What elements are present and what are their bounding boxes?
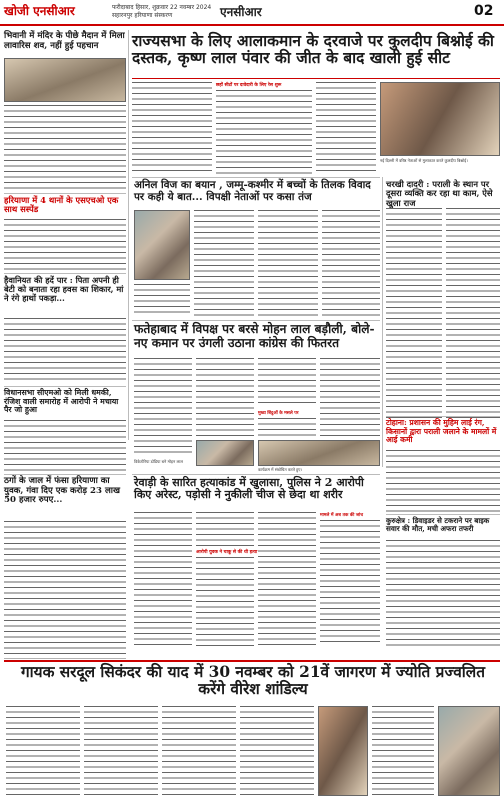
rewari-kicker: मामले में अब तक की जांच xyxy=(320,513,364,518)
article-body xyxy=(316,82,376,174)
divider xyxy=(132,177,380,178)
article-body xyxy=(132,82,212,174)
divider xyxy=(4,660,500,662)
article-body xyxy=(372,706,434,796)
left-headline-3: हैवानियत की हदें पार : पिता अपनी ही बेटी को बनाता रहा हवस का शिकार, मां ने रंगे हाथों पकड़ा... xyxy=(4,275,124,304)
divider xyxy=(4,193,126,194)
article-body xyxy=(4,318,126,384)
column-divider xyxy=(382,177,383,467)
fatehabad-headline: फतेहाबाद में विपक्ष पर बरसे मोहन लाल बड़ौली, बोले- नए कमान पर उंगली उठाना कांग्रेस की फितरत xyxy=(134,322,375,350)
article-body xyxy=(216,90,312,174)
section-title: एनसीआर xyxy=(220,5,262,19)
photo-caption: विकेटोरिया डोडिया बने मोहन लाल xyxy=(134,459,183,464)
news-photo-shoes xyxy=(4,58,126,102)
news-photo-meeting xyxy=(380,82,500,156)
article-body xyxy=(386,450,500,512)
photo-caption: नई दिल्ली में वरिष्ठ नेताओं से मुलाकात करते कुलदीप बिश्नोई। xyxy=(380,158,468,163)
article-body xyxy=(258,358,316,406)
article-body xyxy=(258,512,316,646)
article-body xyxy=(196,512,254,546)
gayak-headline: गायक सरदूल सिकंदर की याद में 30 नवम्बर को 21वें जागरण में ज्योति प्रज्वलित करेंगे वीरेश शांडिल्य xyxy=(21,663,485,699)
article-body xyxy=(4,420,126,472)
divider xyxy=(132,474,380,475)
lead-kicker: छहों सीटों पर दावेदारी के लिए रेस शुरू xyxy=(216,83,282,88)
article-body xyxy=(4,105,126,191)
article-body xyxy=(240,706,314,796)
divider xyxy=(4,474,126,475)
right-headline-2: टोहाना: प्रशासन की मुहिम लाई रंग, किसानों द्वारा पराली जलाने के मामलों में आई कमी xyxy=(386,418,497,444)
left-headline-4: विधानसभा सीएमओ को मिली धमकी, रंजिश वाली समारोह में आरोपी ने मचाया पैर जो हुआ xyxy=(4,388,119,415)
article-body xyxy=(4,219,126,271)
article-body xyxy=(134,358,192,456)
divider xyxy=(4,386,126,387)
article-body xyxy=(386,208,442,418)
divider xyxy=(132,320,380,321)
lead-headline: राज्यसभा के लिए आलाकमान के दरवाजे पर कुलदीप बिश्नोई की दस्तक, कृष्ण लाल पंवार की जीत के बाद खाली हुई सीट xyxy=(132,31,494,68)
article-body xyxy=(322,210,380,316)
article-body xyxy=(4,521,126,659)
right-headline-1: चरखी दादरी : पराली के स्थान पर दूसरा व्यक्ति कर रहा था काम, ऐसे खुला राज xyxy=(386,179,493,208)
photo-caption: कार्यक्रम में संबोधित करते हुए। xyxy=(258,467,303,472)
newspaper-brand: खोजी एनसीआर xyxy=(4,4,75,18)
issue-date: फरीदाबाद हिसार, शुक्रवार 22 नवम्बर 2024 xyxy=(112,4,212,11)
rewari-subhead: आरोपी युवक ने चाकू से की थी हत्या xyxy=(196,550,258,555)
article-body xyxy=(194,210,254,316)
article-body xyxy=(386,540,500,646)
article-body xyxy=(84,706,158,796)
issue-meta xyxy=(112,4,211,20)
article-body xyxy=(446,208,500,418)
divider xyxy=(386,514,500,515)
article-body xyxy=(162,706,236,796)
column-divider xyxy=(128,30,129,440)
right-headline-3: कुरुक्षेत्र : डिवाइडर से टकराने पर बाइक सवार की मौत, मची अफरा तफरी xyxy=(386,516,490,534)
article-body xyxy=(134,284,190,316)
article-body xyxy=(320,520,380,646)
divider xyxy=(386,416,500,417)
news-photo-stage xyxy=(196,440,254,466)
news-photo-portrait xyxy=(134,210,190,280)
article-body xyxy=(258,210,318,316)
fatehabad-kicker: मुख्य बिंदुओं के मसले पर xyxy=(258,411,299,416)
article-body xyxy=(6,706,80,796)
divider xyxy=(4,273,126,274)
divider xyxy=(132,78,500,79)
news-photo-portrait-2 xyxy=(438,706,500,796)
news-photo-singer xyxy=(318,706,368,796)
left-headline-5: ठगों के जाल में फंसा हरियाणा का युवक, गंवा दिए एक करोड़ 23 लाख 50 हजार रुपए... xyxy=(4,476,121,506)
left-headline-2: हरियाणा में 4 थानों के एसएचओ एक साथ सस्पेंड xyxy=(4,195,119,215)
article-body xyxy=(134,512,192,646)
left-headline-1: भिवानी में मंदिर के पीछे मैदान में मिला लावारिस शव, नहीं हुई पहचान xyxy=(4,31,125,51)
page-number: 02 xyxy=(474,3,494,19)
article-body xyxy=(196,557,254,646)
issue-edition: सहारनपुर हरियाणा संस्करण xyxy=(112,12,173,19)
anil-vij-headline: अनिल विज का बयान , जम्मू-कश्मीर में बच्चों के तिलक विवाद पर कही ये बात... विपक्षी नेताओं पर कसा तंज xyxy=(134,179,371,203)
rewari-headline: रेवाड़ी के सारित हत्याकांड में खुलासा, पुलिस ने 2 आरोपी किए अरेस्ट, पड़ोसी ने नुकीली चीज से छेदा था शरीर xyxy=(134,476,364,502)
news-photo-event xyxy=(258,440,380,466)
